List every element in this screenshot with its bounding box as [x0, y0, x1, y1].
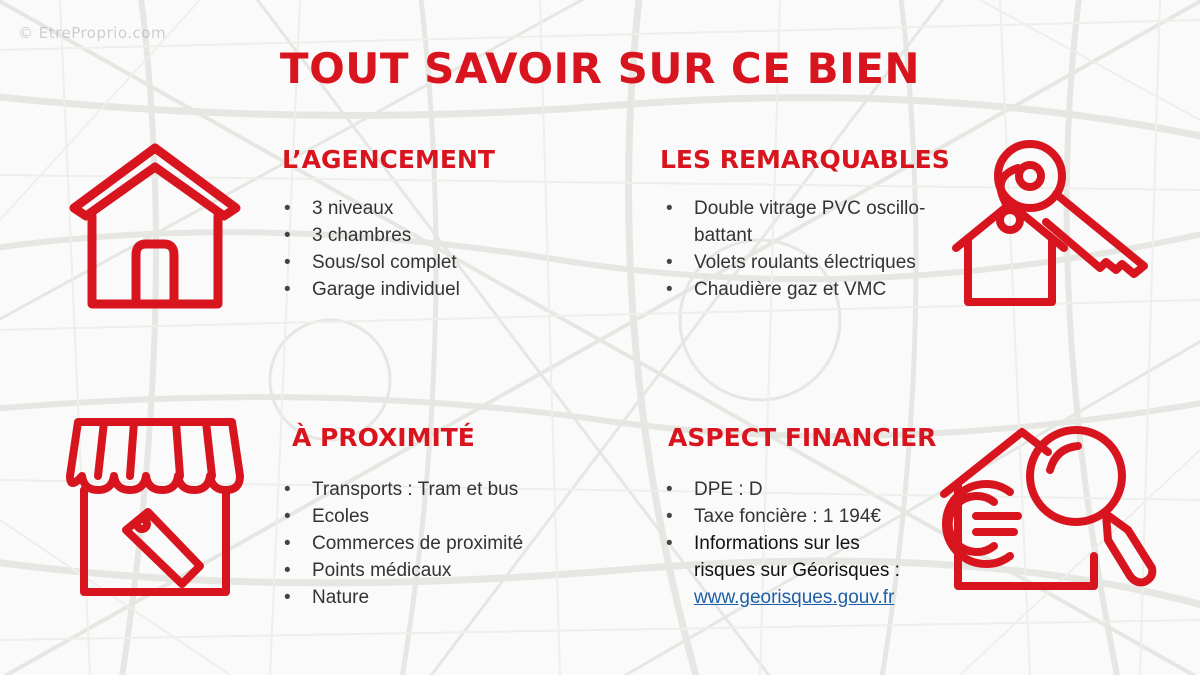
euro-house-magnifier-icon [938, 418, 1162, 594]
list-item: • Nature [282, 584, 592, 611]
shop-icon [64, 416, 246, 598]
list-item: • Transports : Tram et bus [282, 476, 592, 503]
section-title-proximite: À PROXIMITÉ [292, 423, 475, 452]
list-item: • 3 niveaux [282, 195, 582, 222]
list-item: • Points médicaux [282, 557, 592, 584]
proximite-list [282, 476, 592, 611]
agencement-list [282, 195, 582, 303]
watermark: © EtreProprio.com [18, 24, 167, 42]
section-title-remarquables: LES REMARQUABLES [660, 145, 950, 174]
list-item: • DPE : D [664, 476, 926, 503]
page-title: TOUT SAVOIR SUR CE BIEN [279, 44, 921, 93]
house-keys-icon [948, 138, 1154, 310]
list-item: • Sous/sol complet [282, 249, 582, 276]
list-item: • Chaudière gaz et VMC [664, 276, 954, 303]
list-item: • Taxe foncière : 1 194€ [664, 503, 926, 530]
house-icon [66, 140, 244, 310]
section-title-financier: ASPECT FINANCIER [668, 423, 937, 452]
georisques-link[interactable]: www.georisques.gouv.fr [694, 587, 895, 608]
list-item: • Garage individuel [282, 276, 582, 303]
list-item: • Ecoles [282, 503, 592, 530]
financier-list [664, 476, 926, 611]
list-item-georisques [664, 530, 926, 611]
georisques-info-text: Informations sur les risques sur Géorisques : [694, 533, 900, 581]
list-item: • Volets roulants électriques [664, 249, 954, 276]
list-item: • Commerces de proximité [282, 530, 592, 557]
section-title-agencement: L’AGENCEMENT [282, 145, 495, 174]
list-item: • Double vitrage PVC oscillo-battant [664, 195, 954, 249]
remarquables-list [664, 195, 954, 303]
list-item: • 3 chambres [282, 222, 582, 249]
